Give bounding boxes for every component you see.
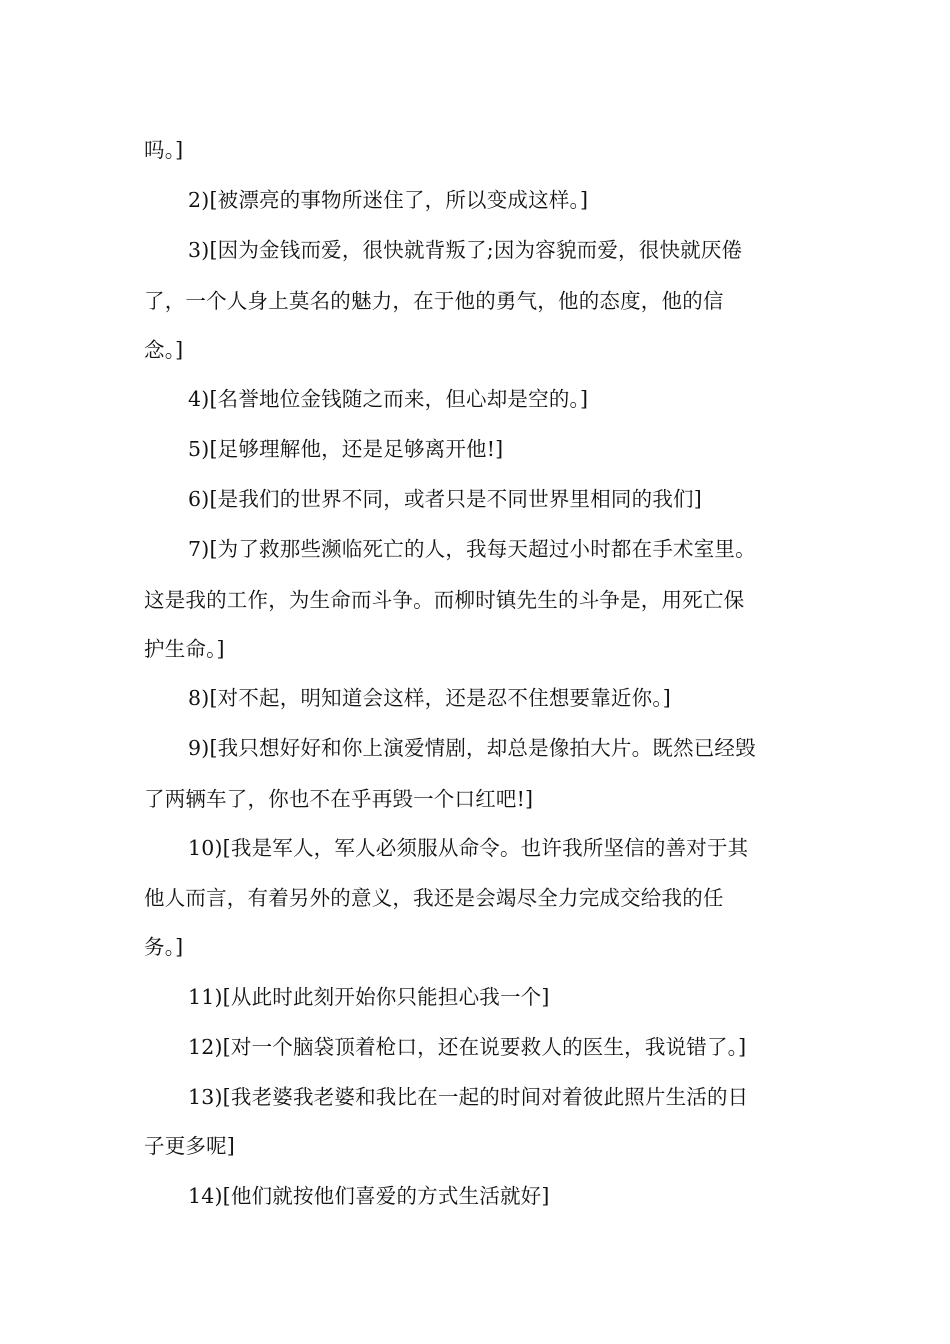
text-line: 他人而言，有着另外的意义，我还是会竭尽全力完成交给我的任 <box>144 886 724 910</box>
quote-3: 3)[因为金钱而爱，很快就背叛了;因为容貌而爱，很快就厌倦 <box>188 238 743 262</box>
text-line: 念。] <box>144 338 184 362</box>
quote-8: 8)[对不起，明知道会这样，还是忍不住想要靠近你。] <box>188 686 671 710</box>
quote-9: 9)[我只想好好和你上演爱情剧，却总是像拍大片。既然已经毁 <box>188 736 756 760</box>
text-line: 这是我的工作，为生命而斗争。而柳时镇先生的斗争是，用死亡保 <box>144 588 745 612</box>
text-line: 了，一个人身上莫名的魅力，在于他的勇气，他的态度，他的信 <box>144 289 724 313</box>
quote-12: 12)[对一个脑袋顶着枪口，还在说要救人的医生，我说错了。] <box>188 1035 747 1059</box>
quote-2: 2)[被漂亮的事物所迷住了，所以变成这样。] <box>188 188 589 212</box>
text-line: 子更多呢] <box>144 1134 235 1158</box>
text-line: 吗。] <box>144 138 184 162</box>
quote-11: 11)[从此时此刻开始你只能担心我一个] <box>188 985 550 1009</box>
quote-13: 13)[我老婆我老婆和我比在一起的时间对着彼此照片生活的日 <box>188 1085 749 1109</box>
text-line: 务。] <box>144 935 184 959</box>
quote-7: 7)[为了救那些濒临死亡的人，我每天超过小时都在手术室里。 <box>188 537 756 561</box>
quote-6: 6)[是我们的世界不同，或者只是不同世界里相同的我们] <box>188 487 702 511</box>
quote-14: 14)[他们就按他们喜爱的方式生活就好] <box>188 1184 550 1208</box>
quote-10: 10)[我是军人，军人必须服从命令。也许我所坚信的善对于其 <box>188 836 749 860</box>
quote-5: 5)[足够理解他，还是足够离开他!] <box>188 437 504 461</box>
quote-4: 4)[名誉地位金钱随之而来，但心却是空的。] <box>188 387 589 411</box>
text-line: 了两辆车了，你也不在乎再毁一个口红吧!] <box>144 787 534 811</box>
text-line: 护生命。] <box>144 637 225 661</box>
